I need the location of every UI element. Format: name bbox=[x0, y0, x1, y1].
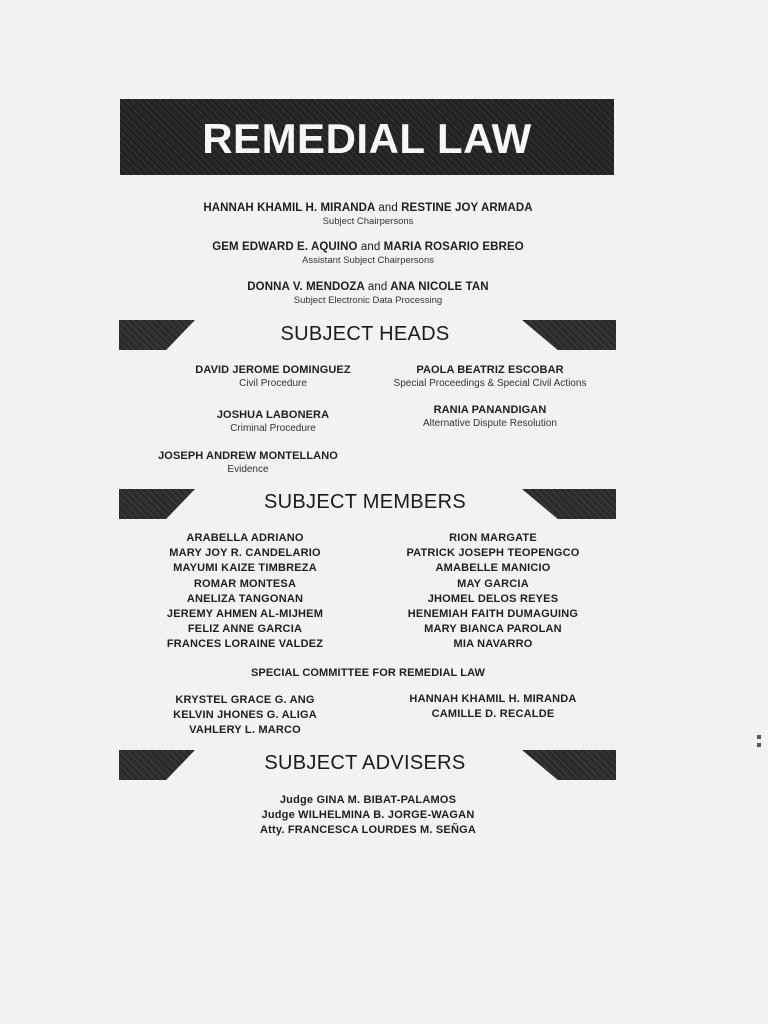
subject-heads-title: SUBJECT HEADS bbox=[280, 323, 450, 345]
committee-name: VAHLERY L. MARCO bbox=[189, 724, 301, 737]
scan-speck bbox=[757, 735, 761, 739]
subject-head-entry bbox=[340, 364, 640, 389]
adviser-name: Judge GINA M. BIBAT-PALAMOS bbox=[279, 794, 457, 806]
scan-speck bbox=[757, 743, 761, 747]
member-name: PATRICK JOSEPH TEOPENGCO bbox=[406, 547, 580, 560]
section-stripe-left bbox=[119, 750, 195, 780]
member-name: MARY JOY R. CANDELARIO bbox=[169, 547, 321, 560]
section-stripe-right bbox=[522, 489, 616, 519]
adviser-name: Judge WILHELMINA B. JORGE-WAGAN bbox=[261, 809, 475, 822]
chair-name-2: RESTINE JOY ARMADA bbox=[401, 202, 533, 214]
page-title: REMEDIAL LAW bbox=[202, 115, 532, 162]
assistant-chair-name-2: MARIA ROSARIO EBREO bbox=[383, 241, 524, 253]
subject-head-name: JOSHUA LABONERA bbox=[216, 409, 330, 421]
adviser-name: Atty. FRANCESCA LOURDES M. SEÑGA bbox=[259, 824, 477, 837]
edp-role: Subject Electronic Data Processing bbox=[293, 295, 443, 306]
chair-conj: and bbox=[378, 202, 398, 214]
chairpersons-names bbox=[0, 202, 736, 214]
chairpersons-block bbox=[0, 202, 736, 227]
title-banner bbox=[120, 99, 614, 175]
section-stripe-right bbox=[522, 750, 616, 780]
edp-name-1: DONNA V. MENDOZA bbox=[247, 281, 365, 293]
member-name: FELIZ ANNE GARCIA bbox=[187, 623, 303, 636]
assistant-chairpersons-role: Assistant Subject Chairpersons bbox=[301, 255, 434, 266]
subject-head-entry bbox=[340, 404, 640, 429]
members-right-column bbox=[370, 531, 616, 653]
chair-name-1: HANNAH KHAMIL H. MIRANDA bbox=[203, 202, 376, 214]
member-name: ROMAR MONTESA bbox=[193, 577, 297, 590]
subject-head-name: RANIA PANANDIGAN bbox=[433, 404, 547, 416]
committee-name: KELVIN JHONES G. ALIGA bbox=[173, 709, 317, 722]
assistant-chair-conj: and bbox=[360, 241, 381, 253]
members-left-column bbox=[130, 531, 360, 653]
member-name: MIA NAVARRO bbox=[453, 638, 533, 651]
assistant-chairpersons-names bbox=[0, 241, 736, 253]
subject-head-role: Alternative Dispute Resolution bbox=[423, 418, 557, 429]
member-name: FRANCES LORAINE VALDEZ bbox=[166, 638, 324, 651]
subject-head-role: Evidence bbox=[227, 464, 269, 475]
member-name: JHOMEL DELOS REYES bbox=[427, 592, 559, 605]
member-name: ANELIZA TANGONAN bbox=[186, 592, 304, 605]
member-name: MAYUMI KAIZE TIMBREZA bbox=[173, 562, 317, 575]
edp-names bbox=[0, 281, 736, 293]
member-name: MARY BIANCA PAROLAN bbox=[424, 623, 562, 636]
section-stripe-right bbox=[522, 320, 616, 350]
subject-head-entry bbox=[110, 450, 386, 475]
member-name: RION MARGATE bbox=[449, 532, 537, 544]
section-stripe-left bbox=[119, 320, 195, 350]
edp-conj: and bbox=[367, 281, 388, 293]
special-committee-title: SPECIAL COMMITTEE FOR REMEDIAL LAW bbox=[251, 667, 485, 679]
special-committee-heading bbox=[0, 667, 736, 679]
member-name: ARABELLA ADRIANO bbox=[186, 532, 304, 544]
assistant-chairpersons-block bbox=[0, 241, 736, 266]
committee-name: KRYSTEL GRACE G. ANG bbox=[175, 694, 315, 706]
subject-head-role: Special Proceedings & Special Civil Actions bbox=[393, 378, 587, 389]
assistant-chair-name-1: GEM EDWARD E. AQUINO bbox=[212, 241, 358, 253]
committee-name: HANNAH KHAMIL H. MIRANDA bbox=[409, 693, 577, 705]
edp-block bbox=[0, 281, 736, 306]
advisers-list bbox=[230, 793, 506, 839]
chairpersons-role: Subject Chairpersons bbox=[322, 216, 414, 227]
member-name: AMABELLE MANICIO bbox=[435, 562, 551, 575]
subject-head-name: DAVID JEROME DOMINGUEZ bbox=[195, 364, 351, 376]
committee-left-column bbox=[130, 693, 360, 739]
subject-members-title: SUBJECT MEMBERS bbox=[264, 491, 466, 513]
subject-head-name: JOSEPH ANDREW MONTELLANO bbox=[158, 450, 338, 462]
edp-name-2: ANA NICOLE TAN bbox=[390, 281, 489, 293]
subject-head-name: PAOLA BEATRIZ ESCOBAR bbox=[416, 364, 564, 376]
section-stripe-left bbox=[119, 489, 195, 519]
subject-head-role: Criminal Procedure bbox=[230, 423, 316, 434]
subject-head-role: Civil Procedure bbox=[239, 378, 307, 389]
member-name: MAY GARCIA bbox=[457, 577, 529, 590]
member-name: HENEMIAH FAITH DUMAGUING bbox=[407, 607, 579, 620]
subject-advisers-title: SUBJECT ADVISERS bbox=[264, 752, 466, 774]
committee-right-column bbox=[370, 692, 616, 722]
member-name: JEREMY AHMEN AL-MIJHEM bbox=[166, 607, 324, 620]
committee-name: CAMILLE D. RECALDE bbox=[431, 708, 555, 721]
